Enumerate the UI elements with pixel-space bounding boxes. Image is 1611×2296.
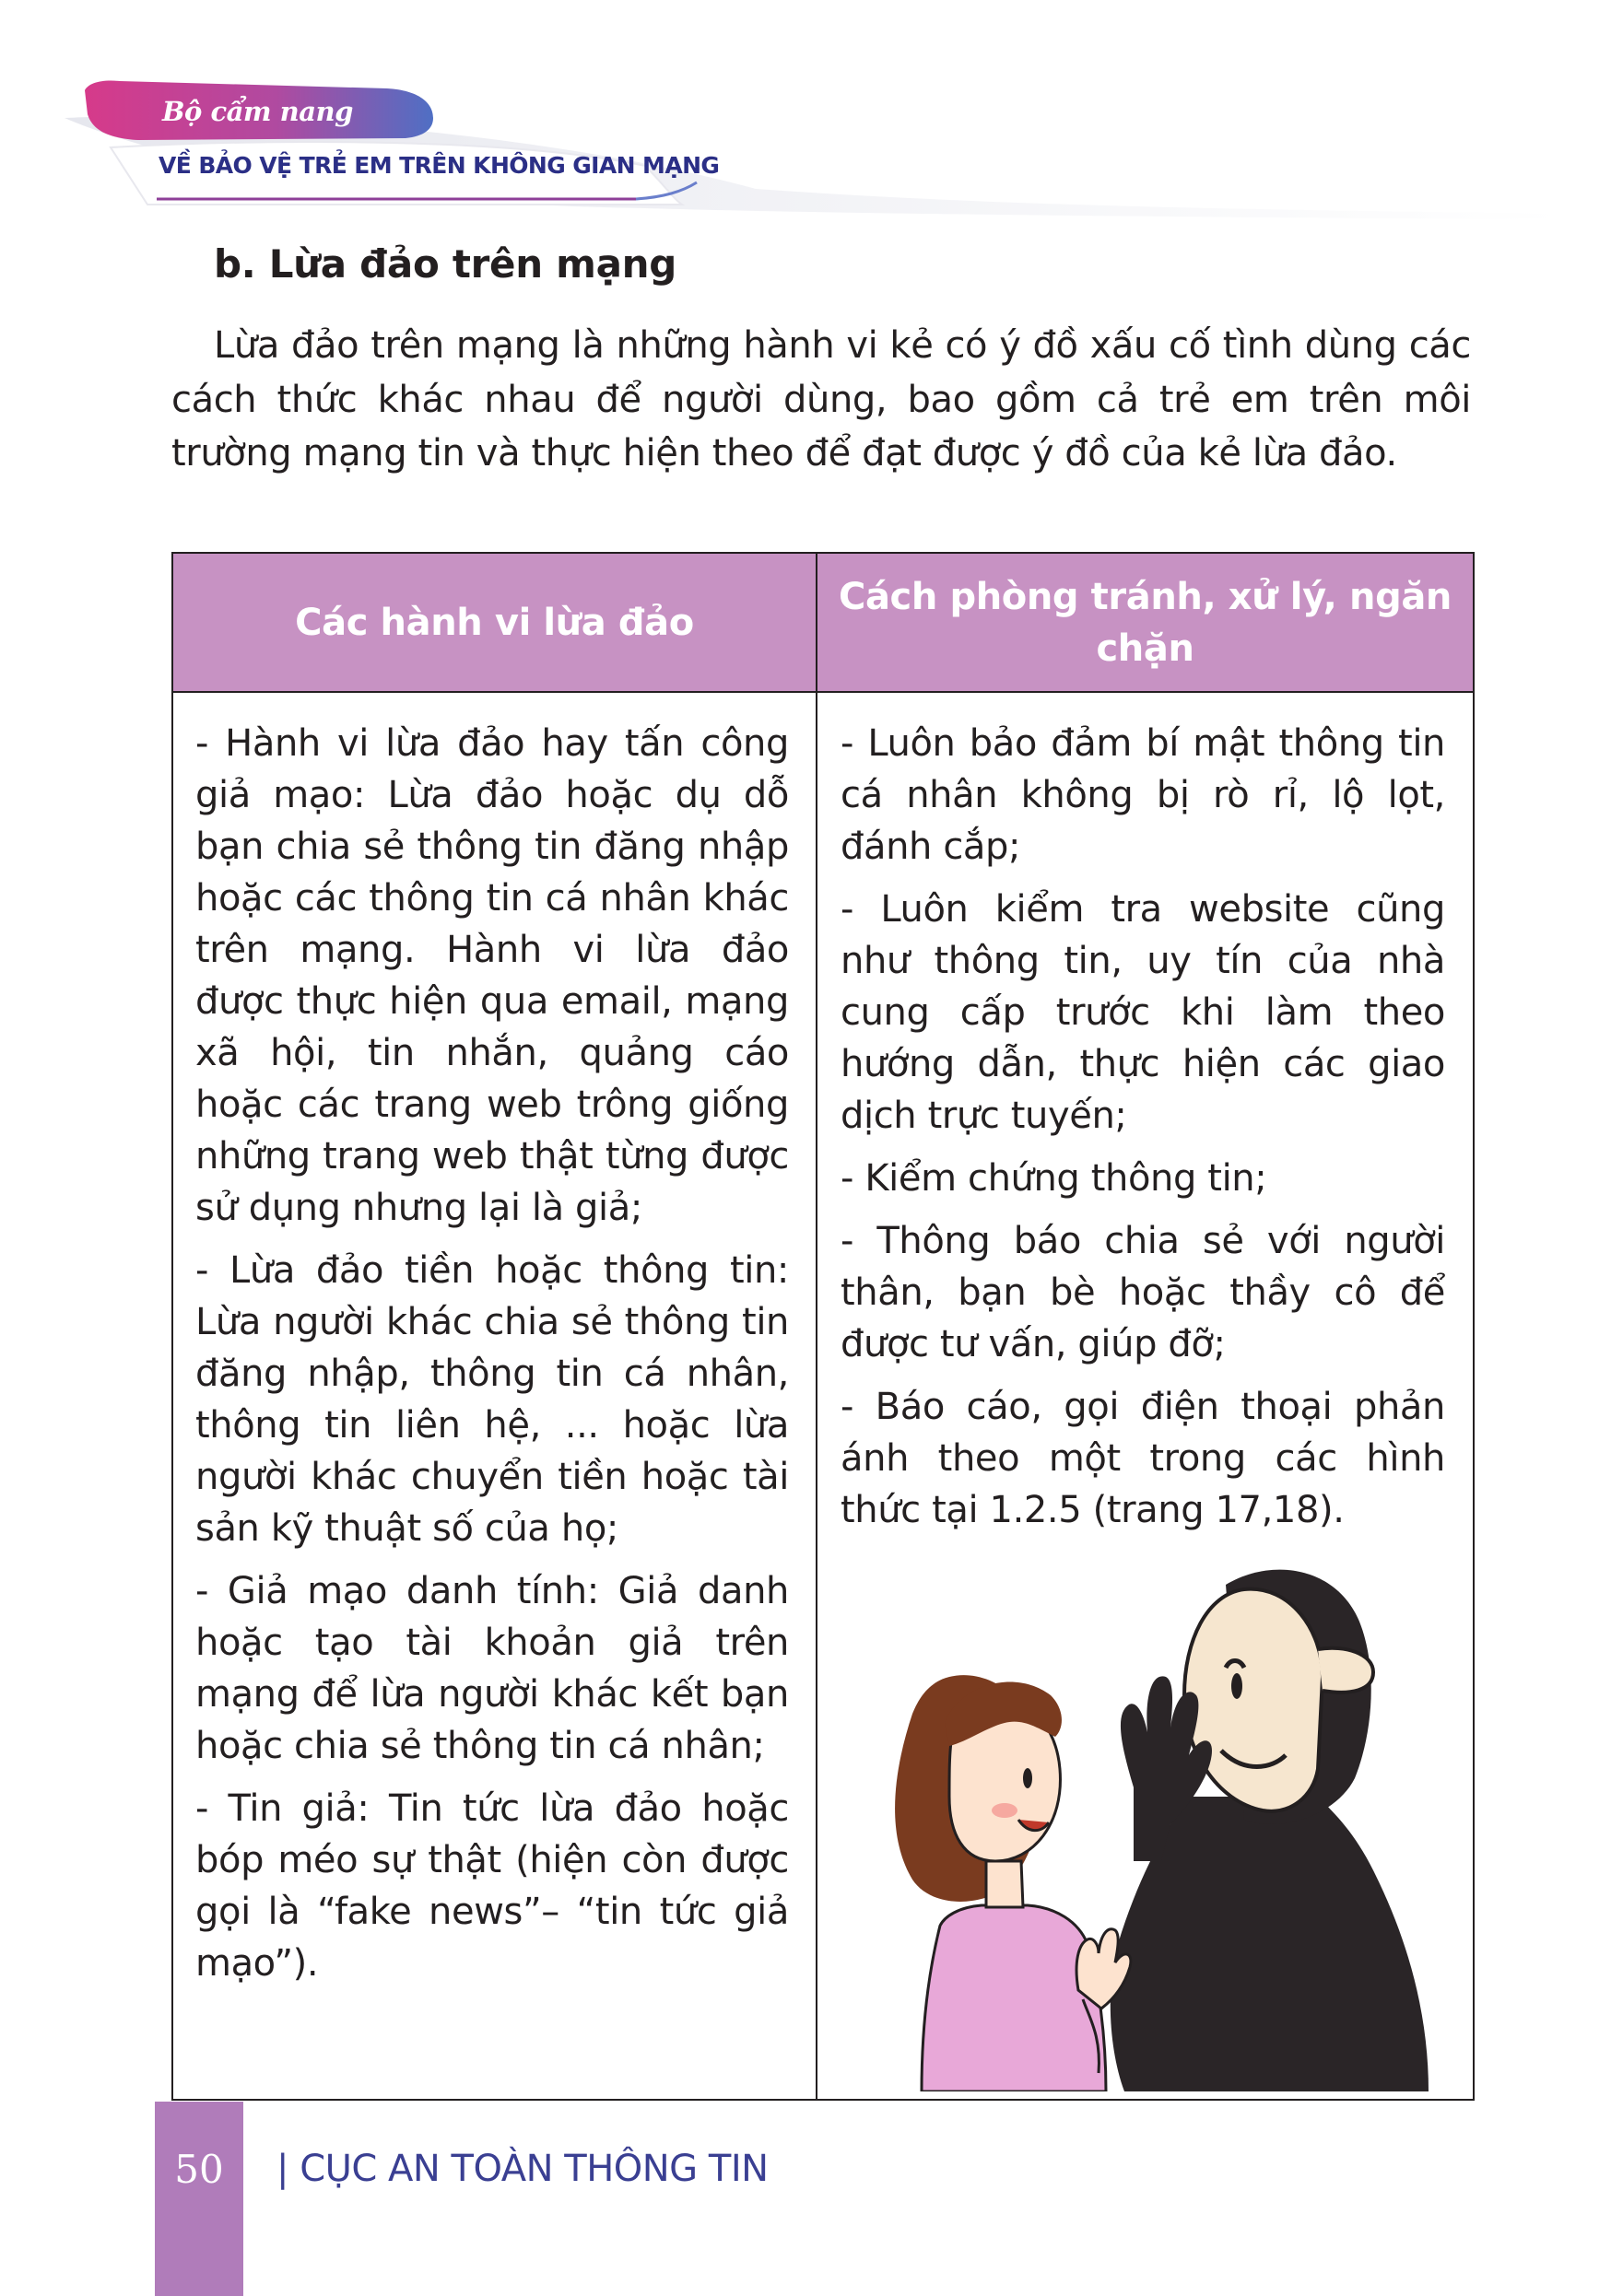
table-header-behaviors: Các hành vi lừa đảo (295, 601, 694, 644)
list-item: - Báo cáo, gọi điện thoại phản ánh theo một trong các hình thức tại 1.2.5 (trang 17,18). (841, 1386, 1445, 1531)
banner-title: Bộ cẩm nang (162, 96, 353, 127)
column-divider (816, 554, 817, 2099)
list-item: - Luôn kiểm tra website cũng như thông tin, uy tín của nhà cung cấp trước khi làm theo hướng dẫn, thực hiện các giao dịch trực tuyến; (841, 888, 1445, 1137)
intro-paragraph: Lừa đảo trên mạng là những hành vi kẻ có ý đồ xấu cố tình dùng các cách thức khác nhau để người dùng, bao gồm cả trẻ em trên môi trường mạng tin và thực hiện theo để đạt được ý đồ của kẻ lừa đảo. (171, 324, 1471, 474)
scam-illustration (857, 1557, 1447, 2091)
page-number-tab (155, 2102, 243, 2296)
mask-icon (1184, 1589, 1323, 1811)
table-header-prevention: Cách phòng tránh, xử lý, ngăn chặn (839, 575, 1452, 670)
list-item: - Tin giả: Tin tức lừa đảo hoặc bóp méo sự thật (hiện còn được gọi là “fake news”– “tin tức giả mạo”). (195, 1787, 789, 1985)
header-banner (0, 0, 1611, 240)
banner-subtitle: VỀ BẢO VỆ TRẺ EM TRÊN KHÔNG GIAN MẠNG (159, 152, 720, 179)
section-title: b. Lừa đảo trên mạng (214, 241, 677, 287)
behaviors-cell (195, 718, 789, 2000)
prevention-cell (841, 718, 1445, 1547)
list-item: - Kiểm chứng thông tin; (841, 1157, 1267, 1200)
list-item: - Thông báo chia sẻ với người thân, bạn bè hoặc thầy cô để được tư vấn, giúp đỡ; (841, 1220, 1445, 1365)
table-header-row (173, 554, 1473, 693)
list-item: - Luôn bảo đảm bí mật thông tin cá nhân không bị rò rỉ, lộ lọt, đánh cắp; (841, 722, 1445, 868)
list-item: - Hành vi lừa đảo hay tấn công giả mạo: Lừa đảo hoặc dụ dỗ bạn chia sẻ thông tin đăng nhập hoặc các thông tin cá nhân khác trên mạng. Hành vi lừa đảo được thực hiện qua email, mạng xã hội, tin nhắn, quảng cáo hoặc các trang web trông giống những trang web thật từng được sử dụng nhưng lại là giả; (195, 722, 789, 1229)
list-item: - Giả mạo danh tính: Giả danh hoặc tạo tài khoản giả trên mạng để lừa người khác kết bạn hoặc chia sẻ thông tin cá nhân; (195, 1570, 789, 1767)
list-item: - Lừa đảo tiền hoặc thông tin: Lừa người khác chia sẻ thông tin đăng nhập, thông tin cá nhân, thông tin liên hệ, ... hoặc lừa người khác chuyển tiền hoặc tài sản kỹ thuật số của họ; (195, 1249, 789, 1550)
page-number: 50 (174, 2147, 224, 2192)
girl-body (922, 1905, 1106, 2091)
footer-publisher: | CỤC AN TOÀN THÔNG TIN (276, 2148, 769, 2190)
